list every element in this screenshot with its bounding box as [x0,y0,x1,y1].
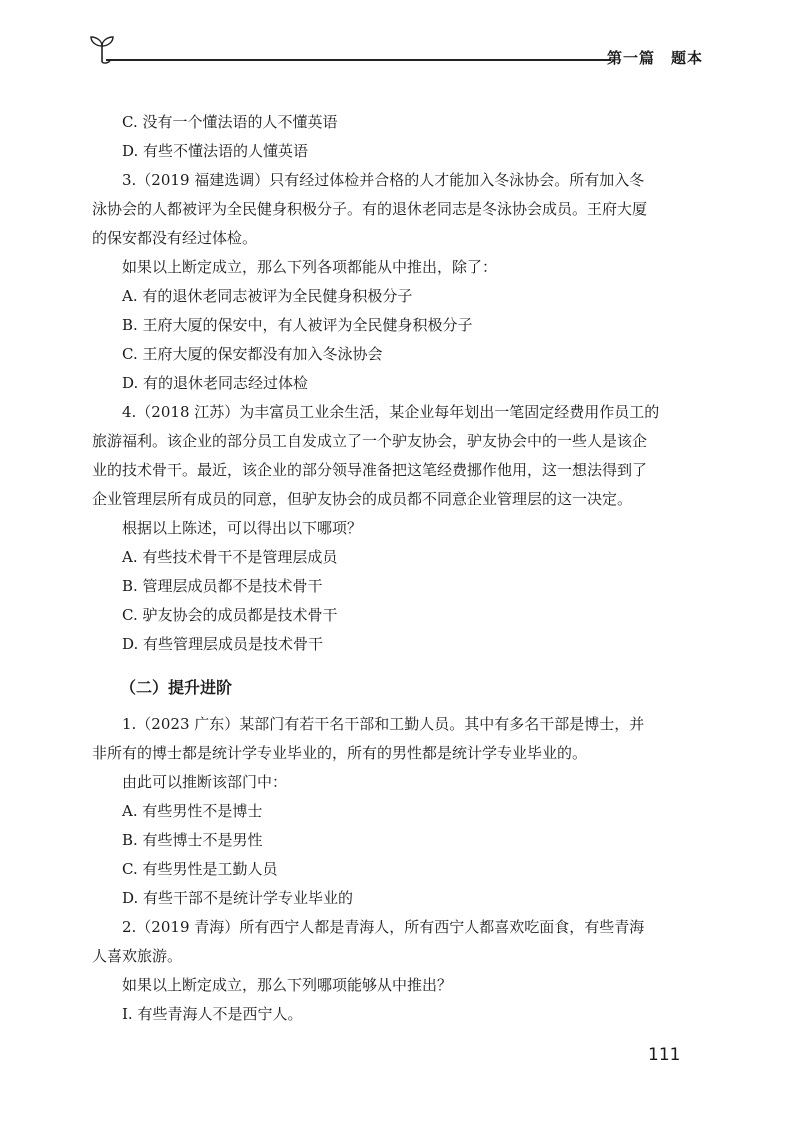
advanced-question-2-prompt: 如果以上断定成立，那么下列哪项能够从中推出？ [122,976,453,994]
question-3-option-c: C. 王府大厦的保安都没有加入冬泳协会 [122,345,383,363]
running-header [88,32,703,72]
advanced-question-1-option-c: C. 有些男性是工勤人员 [122,860,278,878]
advanced-question-1-line-1: 1.（2023 广东）某部门有若干名干部和工勤人员。其中有多名干部是博士，并 [122,715,645,733]
option-c: C. 没有一个懂法语的人不懂英语 [122,113,338,131]
question-3-option-a: A. 有的退休老同志被评为全民健身积极分子 [122,287,413,305]
advanced-question-1-line-2: 非所有的博士都是统计学专业毕业的，所有的男性都是统计学专业毕业的。 [92,744,588,762]
question-4-prompt: 根据以上陈述，可以得出以下哪项？ [122,519,363,537]
question-4-option-d: D. 有些管理层成员是技术骨干 [122,635,324,653]
advanced-question-1-option-b: B. 有些博士不是男性 [122,831,263,849]
advanced-question-1-prompt: 由此可以推断该部门中： [122,773,288,791]
advanced-question-2-line-1: 2.（2019 青海）所有西宁人都是青海人，所有西宁人都喜欢吃面食，有些青海 [122,918,645,936]
header-rule [106,59,611,61]
question-3-option-d: D. 有的退休老同志经过体检 [122,374,309,392]
header-title: 第一篇 题本 [606,49,703,67]
question-4-line-2: 旅游福利。该企业的部分员工自发成立了一个驴友协会，驴友协会中的一些人是该企 [92,432,648,450]
question-4-option-c: C. 驴友协会的成员都是技术骨干 [122,606,338,624]
question-4-line-3: 业的技术骨干。最近，该企业的部分领导准备把这笔经费挪作他用，这一想法得到了 [92,461,648,479]
option-d: D. 有些不懂法语的人懂英语 [122,142,309,160]
advanced-question-2-line-2: 人喜欢旅游。 [92,947,183,965]
question-4-option-a: A. 有些技术骨干不是管理层成员 [122,548,338,566]
advanced-question-1-option-a: A. 有些男性不是博士 [122,802,263,820]
question-4-line-4: 企业管理层所有成员的同意，但驴友协会的成员都不同意企业管理层的这一决定。 [92,490,633,508]
question-3-line-2: 泳协会的人都被评为全民健身积极分子。有的退休老同志是冬泳协会成员。王府大厦 [92,200,648,218]
question-3-line-1: 3.（2019 福建选调）只有经过体检并合格的人才能加入冬泳协会。所有加入冬 [122,171,645,189]
question-3-option-b: B. 王府大厦的保安中，有人被评为全民健身积极分子 [122,316,473,334]
question-3-line-3: 的保安都没有经过体检。 [92,229,258,247]
question-4-line-1: 4.（2018 江苏）为丰富员工业余生活，某企业每年划出一笔固定经费用作员工的 [122,403,660,421]
advanced-question-2-statement-1: Ⅰ. 有些青海人不是西宁人。 [122,1005,303,1023]
question-4-option-b: B. 管理层成员都不是技术骨干 [122,577,323,595]
question-3-prompt: 如果以上断定成立，那么下列各项都能从中推出，除了： [122,258,498,276]
page-body [92,108,692,1029]
advanced-question-1-option-d: D. 有些干部不是统计学专业毕业的 [122,889,354,907]
section-heading: （二）提升进阶 [120,678,233,697]
page-number: 111 [648,1045,681,1065]
